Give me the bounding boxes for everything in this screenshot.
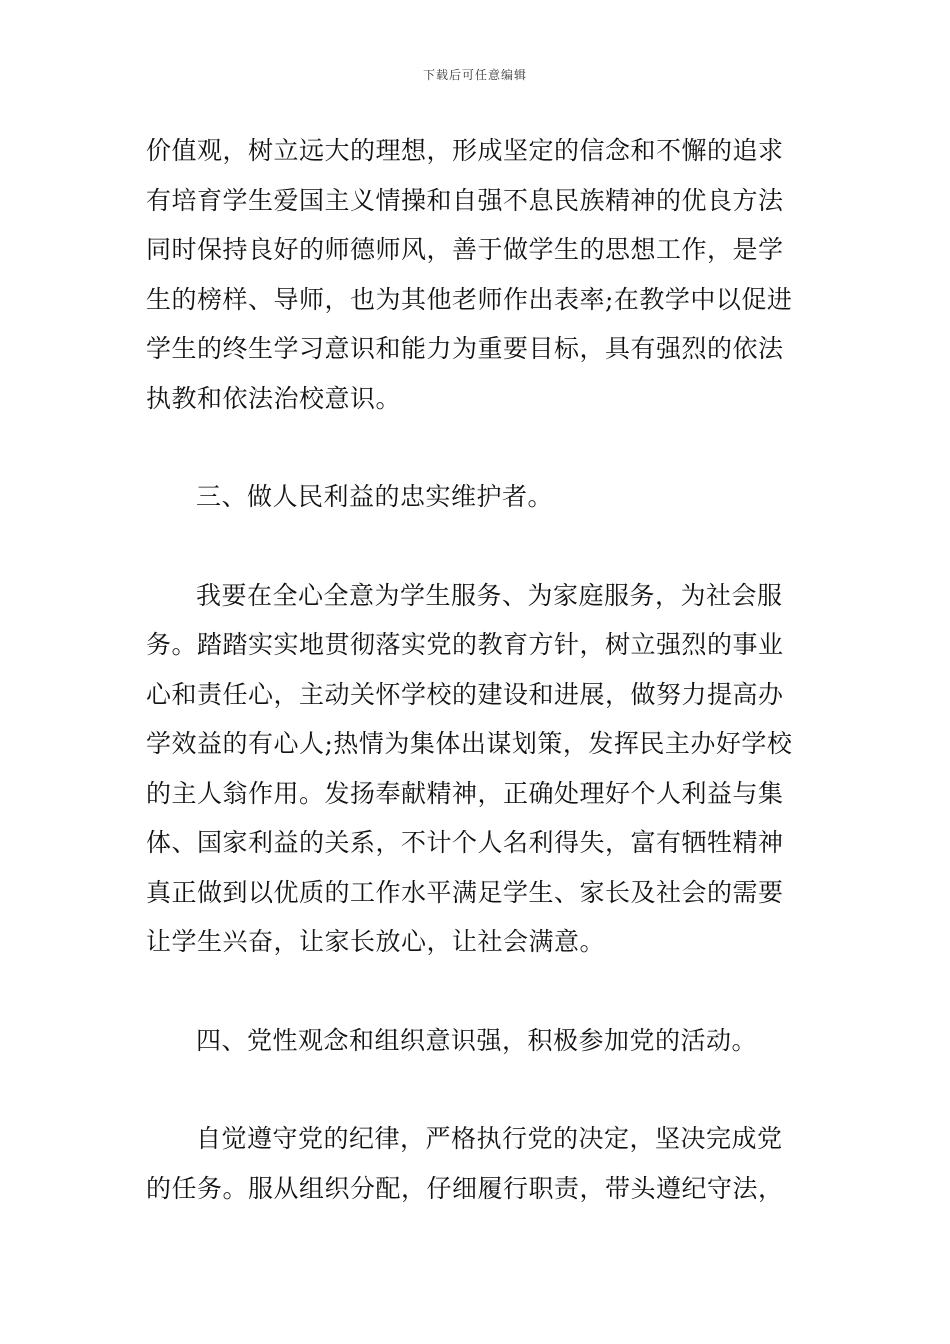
text-line: 价值观，树立远大的理想，形成坚定的信念和不懈的追求 [146,136,784,165]
document-body [146,126,812,1213]
paragraph-values [146,126,812,423]
text-line: 生的榜样、导师，也为其他老师作出表率;在教学中以促进 [146,284,793,314]
paragraph-service [146,571,812,967]
section-heading-3: 三、做人民利益的忠实维护者。 [196,482,554,511]
text-line: 真正做到以优质的工作水平满足学生、家长及社会的需要 [146,877,784,907]
paragraph-gap [146,967,812,1016]
text-line: 体、国家利益的关系，不计个人名利得失，富有牺牲精神 [146,828,784,857]
paragraph-discipline [146,1114,812,1213]
paragraph-gap [146,1065,812,1114]
text-line: 我要在全心全意为学生服务、为家庭服务，为社会服 [196,580,783,610]
paragraph-gap [146,522,812,571]
page-header-note: 下载后可任意编辑 [422,68,527,82]
text-line: 学效益的有心人;热情为集体出谋划策，发挥民主办好学校 [146,729,793,758]
text-line: 自觉遵守党的纪律，严格执行党的决定，坚决完成党 [196,1124,783,1153]
text-line: 有培育学生爱国主义情操和自强不息民族精神的优良方法 [146,185,784,215]
paragraph-gap [146,423,812,472]
section-heading-4: 四、党性观念和组织意识强，积极参加党的活动。 [196,1025,758,1055]
text-line: 心和责任心，主动关怀学校的建设和进展，做努力提高办 [146,679,784,709]
text-line: 的主人翁作用。发扬奉献精神，正确处理好个人利益与集 [146,778,784,808]
text-line: 让学生兴奋，让家长放心，让社会满意。 [146,927,606,956]
text-line: 执教和依法治校意识。 [146,383,402,413]
text-line: 学生的终生学习意识和能力为重要目标，具有强烈的依法 [146,334,784,363]
text-line: 务。踏踏实实地贯彻落实党的教育方针，树立强烈的事业 [146,630,784,659]
text-line: 同时保持良好的师德师风，善于做学生的思想工作，是学 [146,235,784,264]
text-line: 的任务。服从组织分配，仔细履行职责，带头遵纪守法， [146,1173,784,1203]
